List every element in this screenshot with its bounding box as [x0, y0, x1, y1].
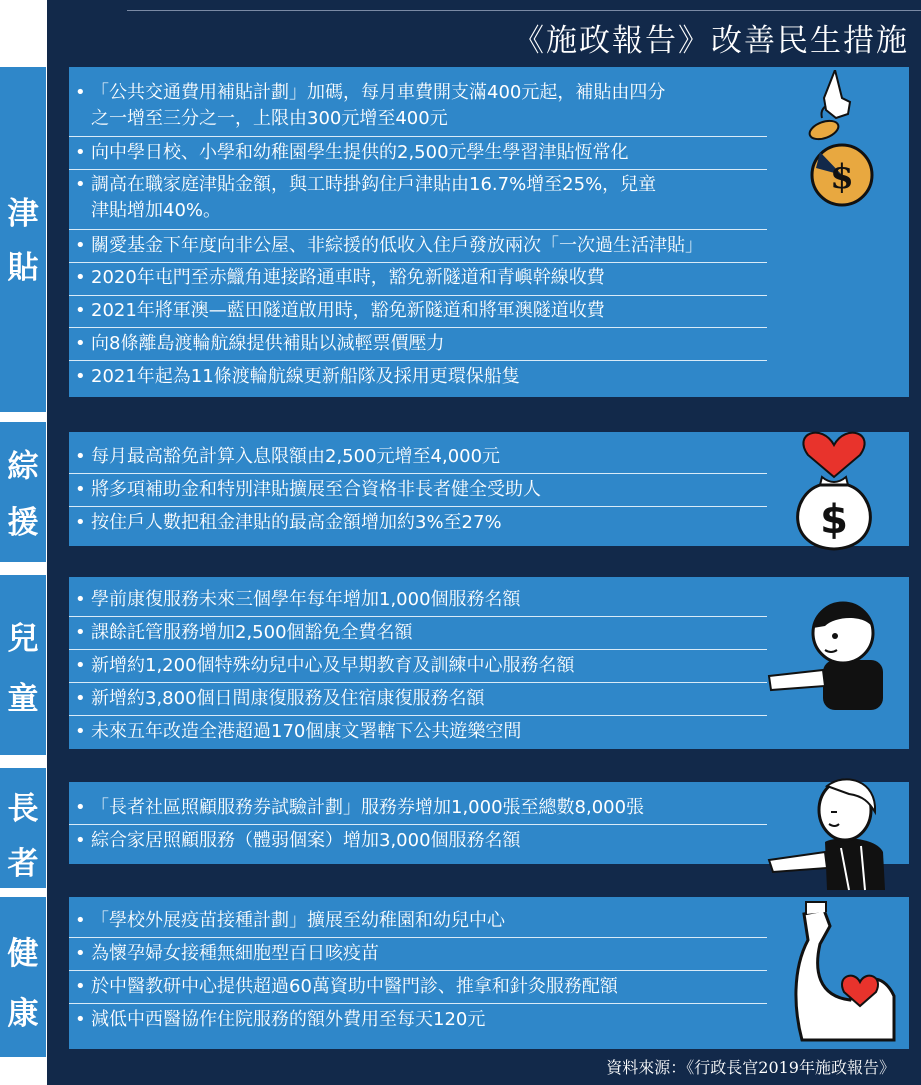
list-item: • 向中學日校、小學和幼稚園學生提供的2,500元學生學習津貼恆常化: [75, 142, 629, 163]
list-item: • 減低中西醫協作住院服務的額外費用至每天120元: [75, 1009, 486, 1030]
list-item: • 未來五年改造全港超過170個康文署轄下公共遊樂空間: [75, 721, 522, 742]
section-label-char: 貼: [7, 250, 39, 286]
list-item: • 「長者社區照顧服務券試驗計劃」服務券增加1,000張至總數8,000張: [75, 797, 645, 818]
section-label-char: 綜: [7, 449, 39, 485]
list-item: • 每月最高豁免計算入息限額由2,500元增至4,000元: [75, 446, 501, 467]
list-item: • 2021年起為11條渡輪航線更新船隊及採用更環保船隻: [75, 366, 520, 387]
hand-coin-icon: [780, 70, 900, 210]
list-item: • 於中醫教研中心提供超過60萬資助中醫門診、推拿和針灸服務配額: [75, 976, 618, 997]
source-note: 資料來源：《行政長官2019年施政報告》: [606, 1058, 895, 1077]
section-tab-children: [0, 575, 46, 755]
section-label-char: 援: [7, 505, 39, 541]
list-item: • 課餘託管服務增加2,500個豁免全費名額: [75, 622, 413, 643]
svg-text:$: $: [830, 157, 854, 197]
list-item: • 2020年屯門至赤鱲角連接路通車時，豁免新隧道和青嶼幹線收費: [75, 267, 605, 288]
list-item: • 為懷孕婦女接種無細胞型百日咳疫苗: [75, 943, 379, 964]
list-item: • 2021年將軍澳—藍田隧道啟用時，豁免新隧道和將軍澳隧道收費: [75, 300, 605, 321]
list-item: • 「公共交通費用補貼計劃」加碼，每月車費開支滿400元起，補貼由四分: [75, 82, 666, 103]
child-icon: [765, 578, 895, 713]
list-item-continuation: 津貼增加40%。: [91, 200, 222, 221]
strong-arm-heart-icon: [790, 900, 900, 1045]
svg-text:$: $: [820, 497, 848, 543]
section-label-char: 健: [7, 936, 39, 972]
section-label-char: 童: [7, 681, 39, 717]
list-item-continuation: 之一增至三分之一，上限由300元增至400元: [91, 108, 448, 129]
list-item: • 調高在職家庭津貼金額，與工時掛鈎住戶津貼由16.7%增至25%，兒童: [75, 174, 657, 195]
section-tab-subsidy: [0, 67, 46, 412]
list-item: • 「學校外展疫苗接種計劃」擴展至幼稚園和幼兒中心: [75, 910, 505, 931]
elderly-person-icon: [765, 772, 895, 892]
list-item: • 關愛基金下年度向非公屋、非綜援的低收入住戶發放兩次「一次過生活津貼」: [75, 235, 703, 256]
title-rule: [127, 10, 921, 11]
list-item: • 學前康復服務未來三個學年每年增加1,000個服務名額: [75, 589, 521, 610]
list-item: • 向8條離島渡輪航線提供補貼以減輕票價壓力: [75, 333, 445, 354]
list-item: • 綜合家居照顧服務（體弱個案）增加3,000個服務名額: [75, 830, 521, 851]
section-label-char: 康: [7, 996, 39, 1032]
list-item: • 將多項補助金和特別津貼擴展至合資格非長者健全受助人: [75, 479, 541, 500]
section-label-char: 者: [7, 846, 39, 882]
section-tab-health: [0, 897, 46, 1057]
section-tab-cssa: [0, 422, 46, 562]
section-label-char: 津: [7, 196, 39, 232]
list-item: • 按住戶人數把租金津貼的最高金額增加約3%至27%: [75, 512, 502, 533]
page-title: 《施政報告》改善民生措施: [513, 23, 909, 59]
section-tab-elderly: [0, 768, 46, 888]
money-bag-heart-icon: [782, 425, 892, 555]
section-label-char: 長: [7, 791, 39, 827]
list-item: • 新增約1,200個特殊幼兒中心及早期教育及訓練中心服務名額: [75, 655, 575, 676]
list-item: • 新增約3,800個日間康復服務及住宿康復服務名額: [75, 688, 485, 709]
section-label-char: 兒: [7, 621, 39, 657]
